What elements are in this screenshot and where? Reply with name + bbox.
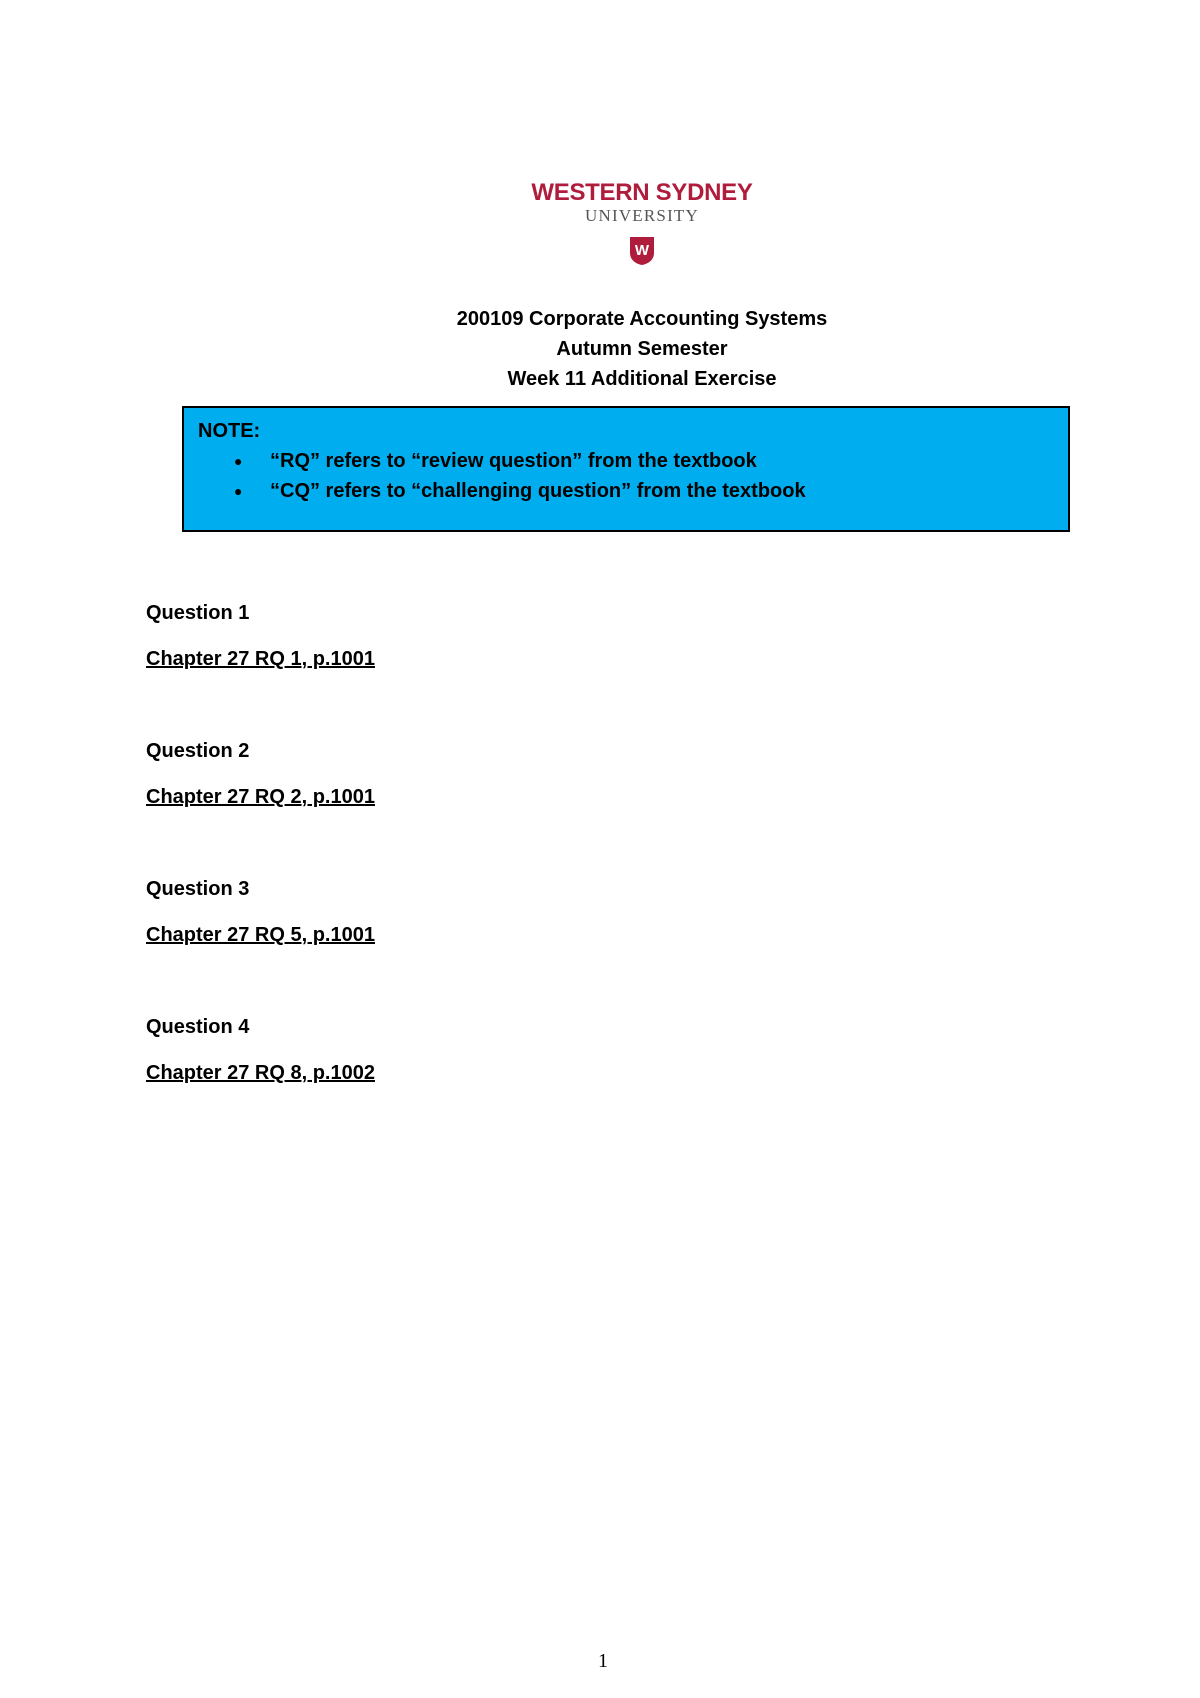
question-item	[146, 736, 375, 874]
logo-subtitle: UNIVERSITY	[585, 206, 699, 225]
question-link[interactable]: Chapter 27 RQ 1, p.1001	[146, 648, 375, 670]
note-heading: NOTE:	[198, 420, 261, 442]
question-list	[146, 598, 375, 1150]
question-heading: Question 1	[146, 602, 250, 624]
crest-letter: W	[634, 242, 650, 259]
question-link[interactable]: Chapter 27 RQ 8, p.1002	[146, 1062, 375, 1084]
course-title: 200109 Corporate Accounting Systems	[456, 308, 828, 330]
note-bullet: ● “RQ” refers to “review question” from the textbook	[270, 446, 1054, 476]
university-logo	[0, 180, 1200, 271]
semester-title: Autumn Semester	[556, 338, 728, 360]
question-heading: Question 4	[146, 1016, 250, 1038]
question-item	[146, 598, 375, 736]
question-item	[146, 874, 375, 1012]
logo-name: WESTERN SYDNEY	[531, 179, 753, 206]
crest-icon	[0, 236, 1200, 271]
note-list	[198, 446, 1054, 506]
question-heading: Question 3	[146, 878, 250, 900]
note-bullet: ● “CQ” refers to “challenging question” from the textbook	[270, 476, 1054, 506]
question-link[interactable]: Chapter 27 RQ 2, p.1001	[146, 786, 375, 808]
question-item	[146, 1012, 375, 1150]
page-number: 1	[598, 1650, 608, 1672]
question-heading: Question 2	[146, 740, 250, 762]
exercise-title: Week 11 Additional Exercise	[507, 368, 777, 390]
question-link[interactable]: Chapter 27 RQ 5, p.1001	[146, 924, 375, 946]
document-title	[0, 304, 1200, 394]
note-box	[182, 406, 1070, 532]
